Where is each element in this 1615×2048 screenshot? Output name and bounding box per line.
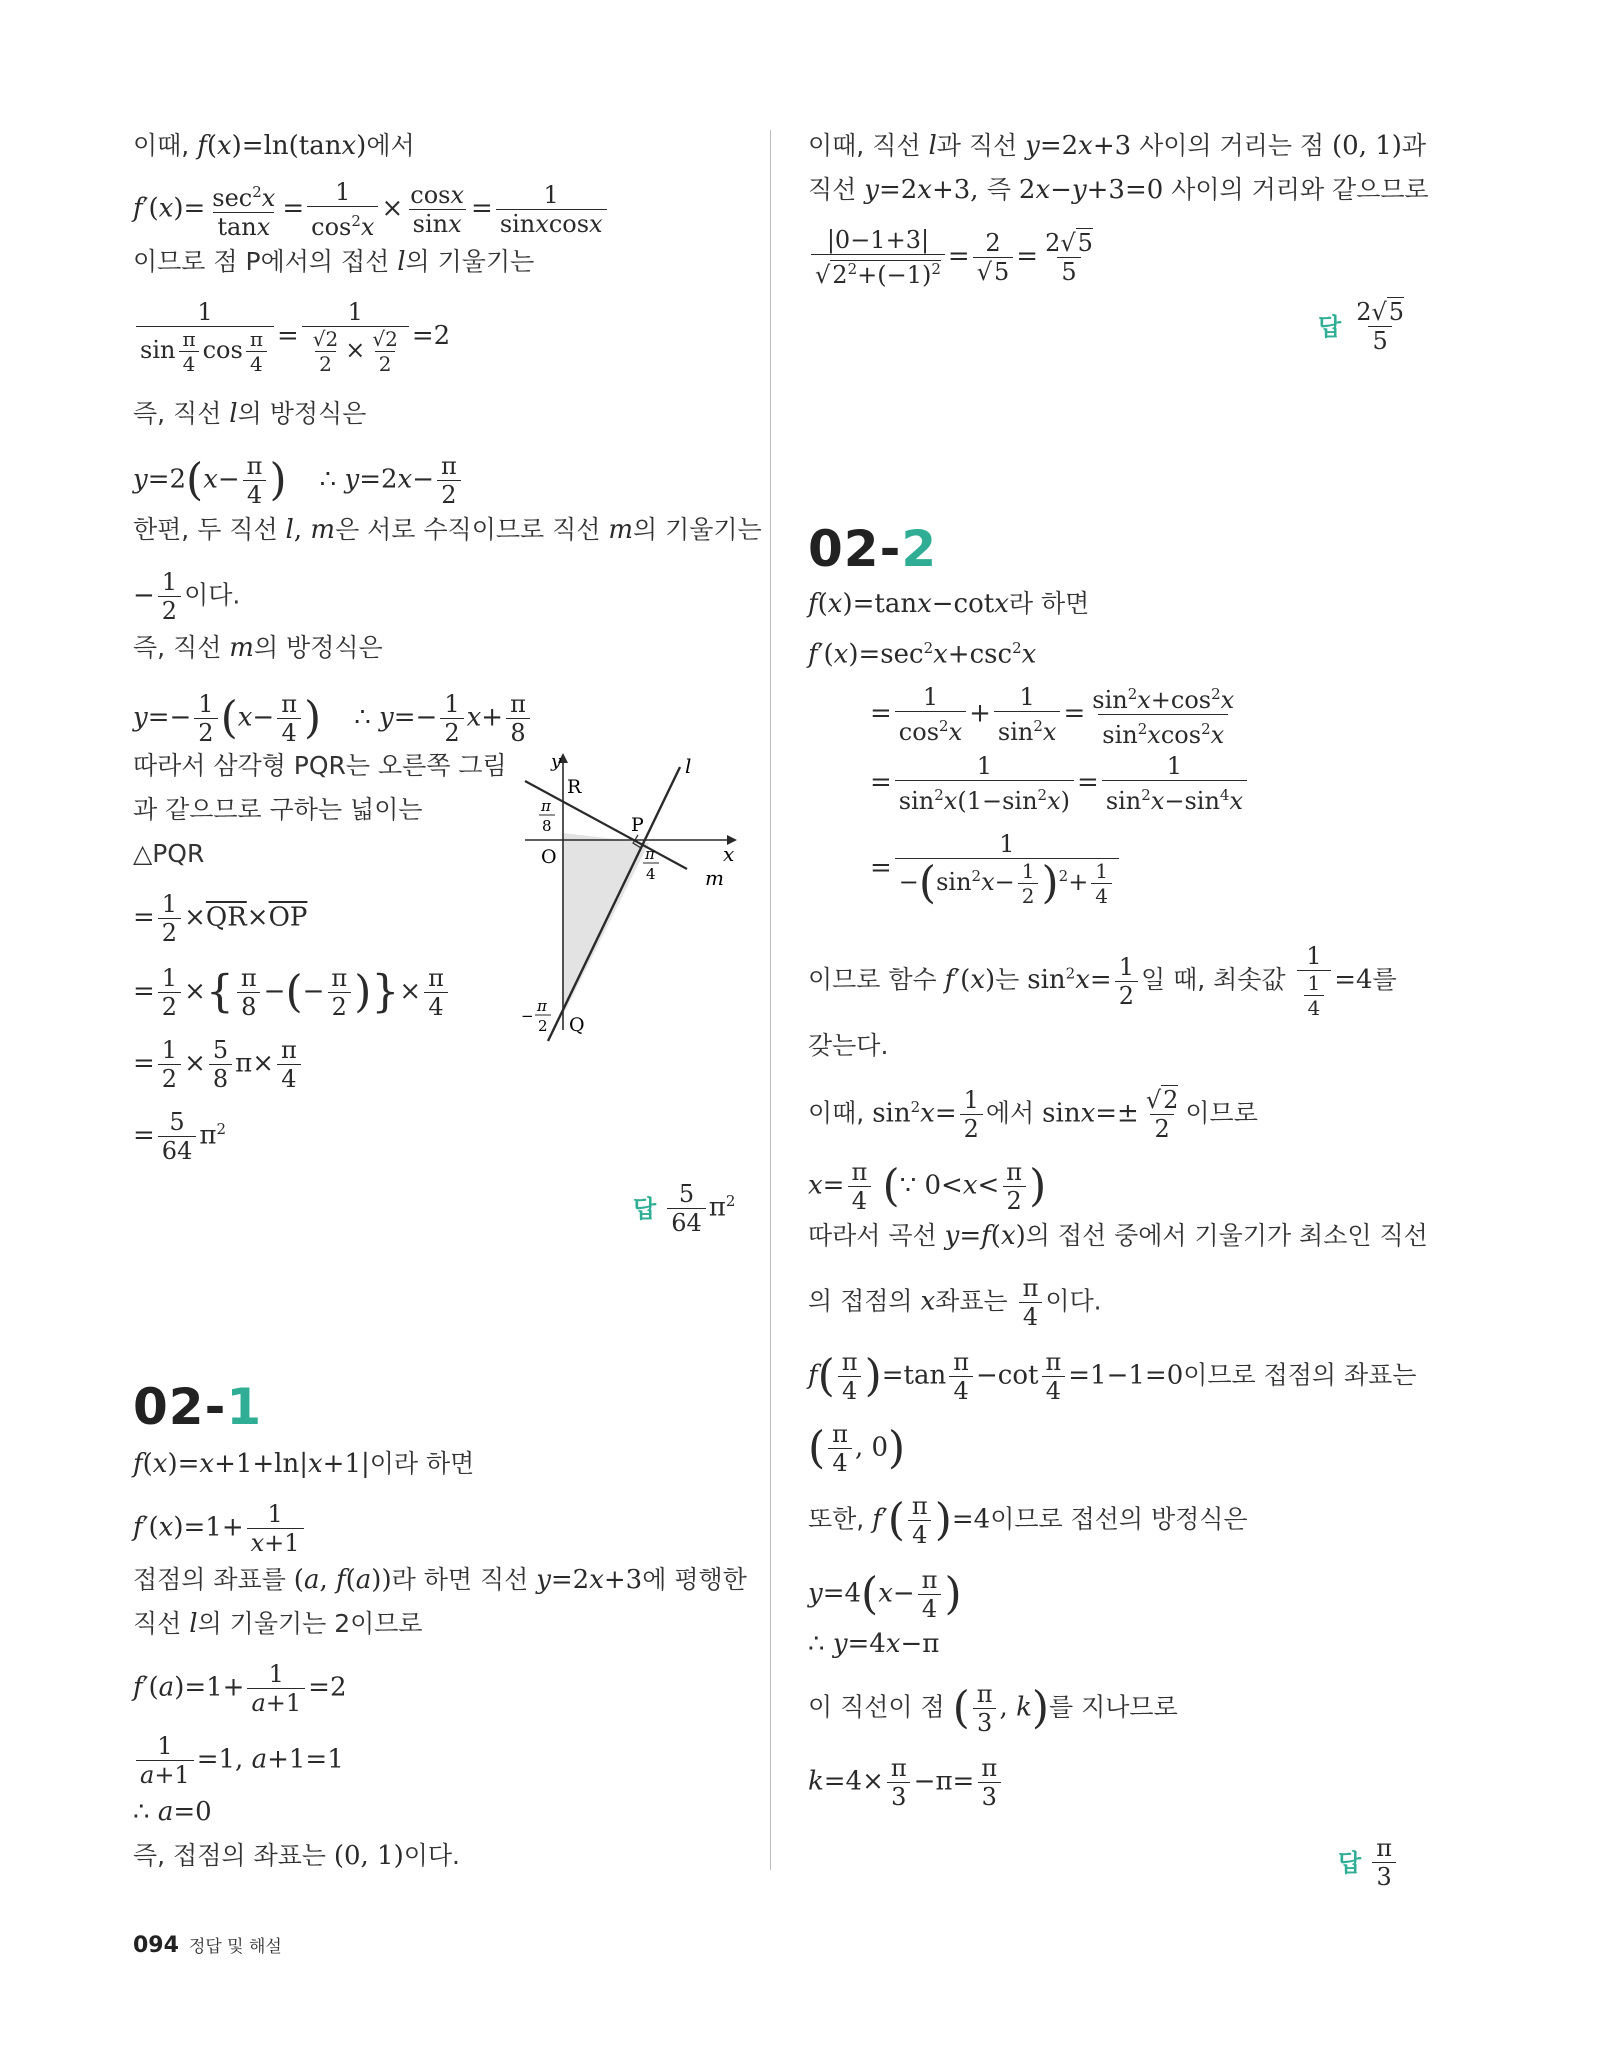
text-line: 즉, 접점의 좌표는 (0, 1)이다. <box>133 1841 460 1871</box>
x-axis-label: x <box>723 842 735 866</box>
text-line: 이때, 직선 l과 직선 y=2x+3 사이의 거리는 점 (0, 1)과 <box>808 131 1427 161</box>
text-line: 즉, 직선 m의 방정식은 <box>133 633 383 663</box>
equation: 이므로 함수 f′(x)는 $\sin^2x=$ $\frac{1}{2}$ 일 때, 최솟값 $\frac{1}{\frac{1}{4}}$ =4를 <box>808 942 1397 1020</box>
equation: = $\frac{1}{2}$ $\times\overline{QR}\times\overline{OP}$ <box>133 890 308 947</box>
equation: y=4(x− $\frac{\pi}{4}$ ) <box>808 1566 962 1623</box>
tick-label-neg-pi-2-den: 2 <box>538 1017 548 1035</box>
answer: 답 $\frac{5}{64}$ $\pi^2$ <box>633 1180 736 1237</box>
equation: f′(x)= $\frac{\sec^2x}{\tan x}$ = $\frac{1}{\cos^2x}$ × $\frac{\cos x}{\sin x}$ = $\frac{1}{\text{sinxcosx}}$ <box>133 178 610 241</box>
point-q-label: Q <box>569 1014 585 1036</box>
equation: 의 접점의 x좌표는 $\frac{\pi}{4}$ 이다. <box>808 1274 1102 1331</box>
equation: = $\frac{1}{\sin^2x(1-\sin^2x)}$ = $\frac{1}{\sin^2x-\sin^4x}$ <box>870 752 1250 815</box>
text-line: f(x)=x+1+ln|x+1|이라 하면 <box>133 1449 475 1479</box>
text-line: 따라서 곡선 y=f(x)의 접선 중에서 기울기가 최소인 직선 <box>808 1221 1428 1251</box>
equation: = $\frac{5}{64}$ $\pi^2$ <box>133 1108 226 1165</box>
triangle-figure <box>515 745 745 1045</box>
equation: 이 직선이 점 ( $\frac{\pi}{3}$ , k)를 지나므로 <box>808 1680 1178 1737</box>
tick-label-neg-pi-2-sign: − <box>521 1007 534 1025</box>
equation: ( $\frac{\pi}{4}$ , 0) <box>808 1420 906 1477</box>
equation: f′(a)=1+ $\frac{1}{a+1}$ =2 <box>133 1660 347 1717</box>
text-line: 갖는다. <box>808 1031 889 1060</box>
equation: y=− $\frac{1}{2}$ (x− $\frac{\pi}{4}$ ) ∴ y=− $\frac{1}{2}$ x+ $\frac{\pi}{8}$ <box>133 690 533 747</box>
equation: y=2(x− $\frac{\pi}{4}$ ) ∴ y=2x− $\frac{\pi}{2}$ <box>133 452 464 509</box>
text-line: f(x)=tanx−cotx라 하면 <box>808 589 1090 619</box>
equation: f′(x)=1+ $\frac{1}{x+1}$ <box>133 1500 307 1557</box>
equation: = $\frac{1}{\cos^2x}$ + $\frac{1}{\sin^2x}$ = $\frac{\sin^2x+\cos^2x}{\sin^2xcos^2x}$ <box>870 683 1235 749</box>
equation: $\frac{1}{a+1}$ =1, a+1=1 <box>133 1732 344 1789</box>
text-line: 한편, 두 직선 l, m은 서로 수직이므로 직선 m의 기울기는 <box>133 515 762 545</box>
equation: ∴ a=0 <box>133 1797 212 1827</box>
page-footer <box>133 1932 282 1958</box>
text-line: 즉, 직선 l의 방정식은 <box>133 399 367 429</box>
tick-label-pi-4-den: 4 <box>646 865 656 883</box>
equation: 1 sin $\frac{\pi}{4}$ cos $\frac{\pi}{4}$ = 1 $\frac{√2}{2}$ × $\frac{√2}{2}$ =2 <box>133 298 450 376</box>
equation: = $\frac{1}{2}$ ×{ $\frac{\pi}{8}$ −(− $\frac{\pi}{2}$ )}× $\frac{\pi}{4}$ <box>133 964 451 1021</box>
equation: − $\frac{1}{2}$ 이다. <box>133 568 241 625</box>
point-r-label: R <box>567 776 582 798</box>
tick-label-pi-4: π <box>645 845 655 863</box>
section-heading-02-2: 02-2 <box>808 520 938 578</box>
page-number: 094 <box>133 1933 179 1958</box>
origin-label: O <box>541 846 557 868</box>
equation: f( $\frac{\pi}{4}$ )=tan $\frac{\pi}{4}$ −cot $\frac{\pi}{4}$ =1−1=0이므로 접점의 좌표는 <box>808 1348 1417 1405</box>
tick-label-pi-8: π <box>541 797 551 815</box>
section-heading-02-1: 02-1 <box>133 1378 263 1436</box>
equation: k=4× $\frac{\pi}{3}$ −π= $\frac{\pi}{3}$ <box>808 1754 1004 1811</box>
answer: 답 $\frac{\pi}{3}$ <box>1338 1834 1399 1891</box>
line-m-label: m <box>705 866 724 890</box>
answer: 답 $\frac{2√5}{5}$ <box>1318 298 1405 355</box>
y-axis-label: y <box>551 751 562 772</box>
equation: ∴ y=4x−π <box>808 1629 940 1659</box>
equation: $\frac{|0-1+3|}{√2^2+(-1)^2}$ = $\frac{2}{√5}$ = $\frac{2√5}{5}$ <box>808 226 1100 289</box>
text-line: 직선 l의 기울기는 2이므로 <box>133 1609 423 1639</box>
text-line: 이므로 점 P에서의 접선 l의 기울기는 <box>133 247 535 277</box>
text-line: 직선 y=2x+3, 즉 2x−y+3=0 사이의 거리와 같으므로 <box>808 175 1429 205</box>
line-l-label: l <box>685 754 692 778</box>
column-divider <box>770 130 771 1870</box>
point-p-label: P <box>631 814 644 836</box>
equation: $f'(x)=\sec^2x+\csc^2x$ <box>808 639 1037 670</box>
equation: 이때, $\sin^2x=$ $\frac{1}{2}$ 에서 sinx=± $\frac{√2}{2}$ 이므로 <box>808 1086 1258 1143</box>
tick-label-pi-8-den: 8 <box>542 817 552 835</box>
text-line: 따라서 삼각형 PQR는 오른쪽 그림 <box>133 751 507 780</box>
text-line: 과 같으므로 구하는 넓이는 <box>133 795 423 824</box>
footer-title: 정답 및 해설 <box>188 1937 282 1957</box>
tick-label-neg-pi-2: π <box>537 997 547 1015</box>
text-line: △PQR <box>133 839 205 868</box>
text-line: 접점의 좌표를 (a, f(a))라 하면 직선 y=2x+3에 평행한 <box>133 1565 747 1595</box>
equation: = $\frac{1}{2}$ × $\frac{5}{8}$ π× $\frac{\pi}{4}$ <box>133 1036 304 1093</box>
text-line: 이때, f(x)=ln(tanx)에서 <box>133 131 415 161</box>
equation: 또한, f′( $\frac{\pi}{4}$ )=4이므로 접선의 방정식은 <box>808 1492 1248 1549</box>
equation: x= $\frac{\pi}{4}$ (∵ 0<x< $\frac{\pi}{2}$ ) <box>808 1158 1047 1215</box>
equation: = 1 $-(\sin^2x-$ $\frac{1}{2}$ )$^2$+ $\frac{1}{4}$ <box>870 830 1122 908</box>
